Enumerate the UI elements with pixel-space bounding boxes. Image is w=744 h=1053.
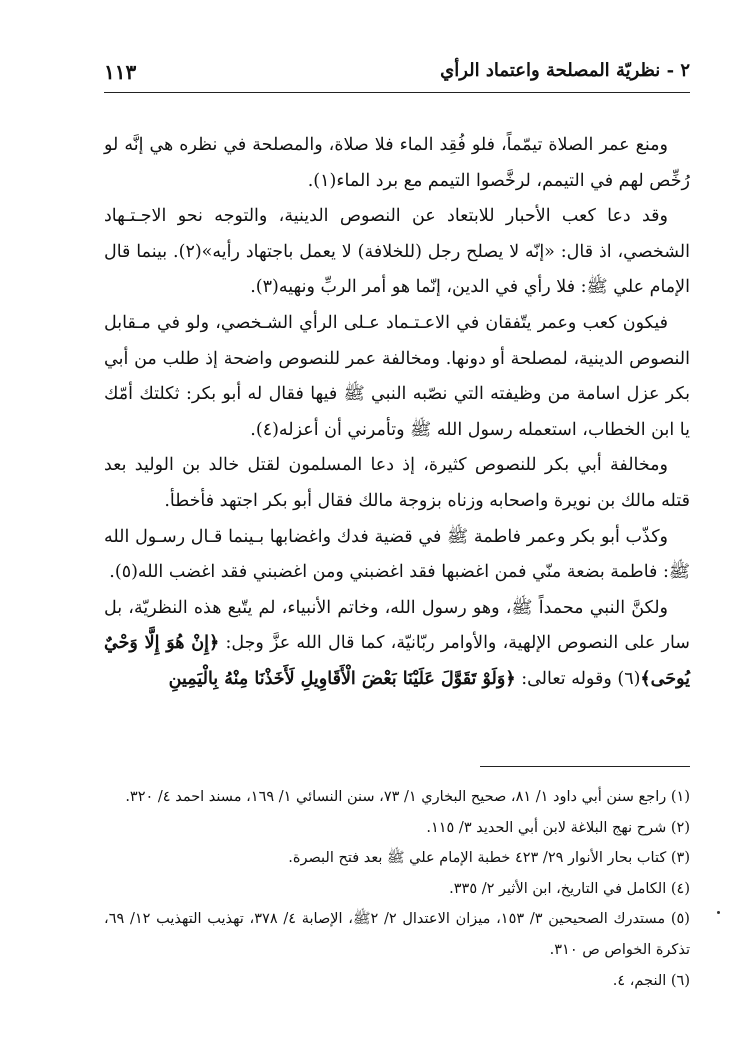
footnote: (٤) الكامل في التاريخ، ابن الأثير ٢/ ٣٣٥. — [449, 880, 690, 897]
margin-dot — [717, 911, 720, 914]
paragraph: ومخالفة أبي بكر للنصوص كثيرة، إذ دعا المسلمون لقتل خالد بن الوليد بعد قتله مالك بن نويرة واصحابه وزناه بزوجة مالك فقال أبو بكر اجتهد فأخطأ. — [104, 455, 690, 511]
paragraph: ومنع عمر الصلاة تيمّماً، فلو فُقِد الماء فلا صلاة، والمصلحة في نظره هي إنَّه لو رُخِّص لهم في التيمم، لرخَّصوا التيمم مع برد الماء(١). — [104, 135, 690, 191]
paragraph: وكذّب أبو بكر وعمر فاطمة ﷺ في قضية فدك واغضابها بـينما قـال رسـول الله ﷺ: فاطمة بضعة منّي فمن اغضبها فقد اغضبني ومن اغضبني فقد اغضب الله(٥). — [104, 526, 690, 583]
quran-verse: ﴿إِنْ هُوَ إِلَّا وَحْيٌ يُوحَى﴾ — [104, 633, 690, 689]
quran-verse: ﴿وَلَوْ تَقَوَّلَ عَلَيْنَا بَعْضَ الْأَقَاوِيلِ لَأَخَذْنَا مِنْهُ بِالْيَمِينِ — [168, 668, 516, 689]
paragraph-text: ولكنَّ النبي محمداً ﷺ، وهو رسول الله، وخاتم الأنبياء، لم يتّبع هذه النظريّة، بل سار على النصوص الإلهية، والأوامر ربّانيّة، كما قال الله عزَّ وجل: — [104, 597, 690, 654]
footnote: (٢) شرح نهج البلاغة لابن أبي الحديد ٣/ ١١٥. — [426, 819, 690, 836]
footnote: (٥) مستدرك الصحيحين ٣/ ١٥٣، ميزان الاعتدال ٢/ ٢ﷺ، الإصابة ٤/ ٣٧٨، تهذيب التهذيب ١٢/ ٦٩، تذكرة الخواص ص ٣١٠. — [104, 911, 690, 958]
footnote-divider — [480, 766, 690, 767]
body-text — [104, 128, 690, 698]
header-divider — [104, 92, 690, 93]
page-number: ١١٣ — [104, 60, 137, 84]
footnote: (٣) كتاب بحار الأنوار ٢٩/ ٤٢٣ خطبة الإمام علي ﷺ بعد فتح البصرة. — [288, 850, 690, 867]
footnote-ref: (٦) — [617, 668, 641, 689]
footnotes — [104, 782, 690, 996]
connector-text: وقوله تعالى: — [521, 668, 612, 689]
paragraph: وقد دعا كعب الأحبار للابتعاد عن النصوص الدينية، والتوجه نحو الاجـتـهاد الشخصي، اذ قال: «إنّه لا يصلح رجل (للخلافة) لا يعمل باجتهاد رأيه»(٢). بينما قال الإمام علي ﷺ: فلا رأي في الدين، إنّما هو أمر الربِّ ونهيه(٣). — [104, 206, 690, 298]
page-header — [104, 56, 690, 96]
footnote: (١) راجع سنن أبي داود ١/ ٨١، صحيح البخاري ١/ ٧٣، سنن النسائي ١/ ١٦٩، مسند احمد ٤/ ٣٢٠. — [125, 789, 690, 805]
running-title: ٢ - نظريّة المصلحة واعتماد الرأي — [440, 60, 690, 81]
footnote: (٦) النجم، ٤. — [612, 972, 690, 989]
paragraph — [104, 591, 690, 698]
paragraph: فيكون كعب وعمر يتّفقان في الاعـتـماد عـلى الرأي الشـخصي، ولو في مـقابل النصوص الدينية، لمصلحة أو دونها. ومخالفة عمر للنصوص واضحة إذ طلب من أبي بكر عزل اسامة من وظيفته التي نصّبه النبي ﷺ فيها فقال له أبو بكر: ثكلتك أمّك يا ابن الخطاب، استعمله رسول الله ﷺ وتأمرني أن أعزله(٤). — [104, 312, 690, 440]
